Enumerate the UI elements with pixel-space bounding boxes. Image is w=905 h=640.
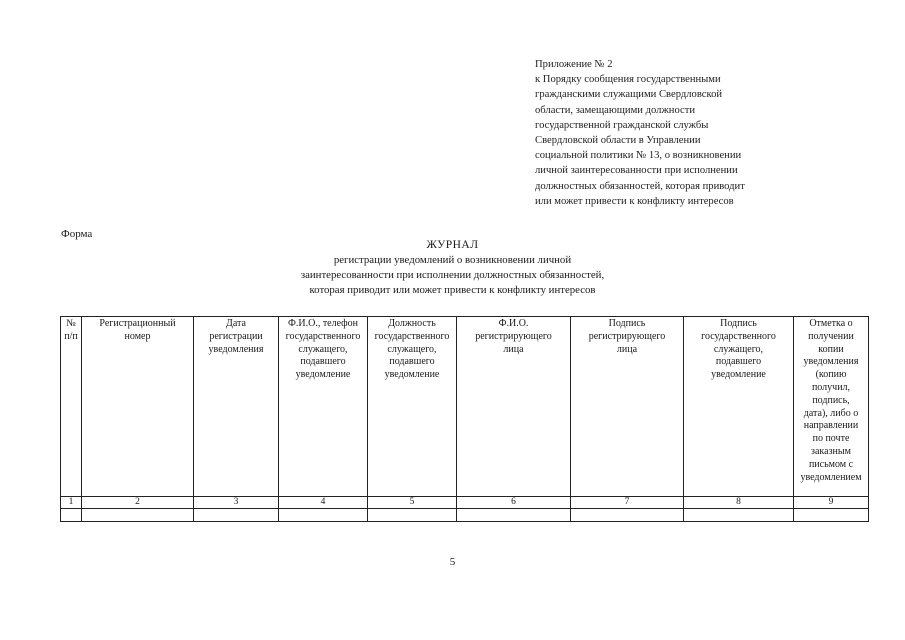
appendix-line: гражданскими служащими Свердловской <box>535 89 723 101</box>
header-cell-registration-number: Регистрационный номер <box>82 317 194 497</box>
header-cell-employee-name-phone: Ф.И.О., телефон государственного служащего, подавшего уведомление <box>279 317 368 497</box>
appendix-line: социальной политики № 13, о возникновении <box>535 150 742 162</box>
table-row-empty <box>61 509 869 522</box>
journal-title-line: регистрации уведомлений о возникновении личной <box>333 254 572 266</box>
column-number-cell: 8 <box>684 497 794 509</box>
column-number-cell: 5 <box>368 497 457 509</box>
empty-cell <box>61 509 82 522</box>
journal-title <box>0 238 905 297</box>
empty-cell <box>82 509 194 522</box>
column-number-cell: 2 <box>82 497 194 509</box>
column-number-row <box>61 497 869 509</box>
appendix-note <box>535 57 835 209</box>
appendix-line: личной заинтересованности при исполнении <box>535 165 738 177</box>
journal-title-main: ЖУРНАЛ <box>426 239 479 251</box>
column-number-cell: 3 <box>194 497 279 509</box>
header-cell-copy-receipt-mark: Отметка о получении копии уведомления (копию получил, подпись, дата), либо о направлении по почте заказным письмом с уведомлением <box>794 317 869 497</box>
journal-title-line: заинтересованности при исполнении должностных обязанностей, <box>300 268 605 281</box>
column-number-cell: 4 <box>279 497 368 509</box>
appendix-line: государственной гражданской службы <box>535 119 709 131</box>
appendix-line: должностных обязанностей, которая приводит <box>535 180 745 192</box>
form-label: Форма <box>61 228 93 240</box>
page-number: 5 <box>449 556 456 568</box>
appendix-line: Свердловской области в Управлении <box>535 135 701 147</box>
appendix-line: области, замещающими должности <box>535 104 696 116</box>
journal-title-line: которая приводит или может привести к конфликту интересов <box>309 283 596 296</box>
empty-cell <box>684 509 794 522</box>
column-number-cell: 9 <box>794 497 869 509</box>
column-number-cell: 1 <box>61 497 82 509</box>
empty-cell <box>194 509 279 522</box>
header-cell-registrar-name: Ф.И.О. регистрирующего лица <box>457 317 571 497</box>
empty-cell <box>368 509 457 522</box>
header-cell-registrar-signature: Подпись регистрирующего лица <box>571 317 684 497</box>
header-cell-number: № п/п <box>61 317 82 497</box>
appendix-line: Приложение № 2 <box>535 59 613 70</box>
header-cell-employee-position: Должность государственного служащего, подавшего уведомление <box>368 317 457 497</box>
header-cell-employee-signature: Подпись государственного служащего, подавшего уведомление <box>684 317 794 497</box>
empty-cell <box>794 509 869 522</box>
appendix-line: или может привести к конфликту интересов <box>535 195 734 207</box>
column-number-cell: 7 <box>571 497 684 509</box>
appendix-line: к Порядку сообщения государственными <box>535 74 721 86</box>
empty-cell <box>457 509 571 522</box>
column-number-cell: 6 <box>457 497 571 509</box>
header-cell-registration-date: Дата регистрации уведомления <box>194 317 279 497</box>
empty-cell <box>571 509 684 522</box>
empty-cell <box>279 509 368 522</box>
journal-table <box>60 316 869 522</box>
table-header-row <box>61 317 869 497</box>
